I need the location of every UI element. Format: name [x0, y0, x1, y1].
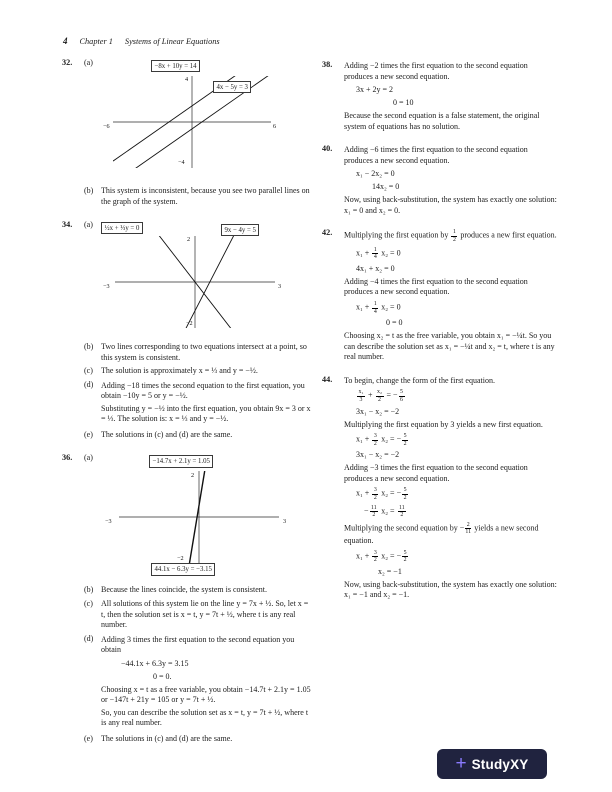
problem-44	[322, 375, 558, 603]
part-b-label: (b)	[84, 342, 94, 352]
problem-36	[62, 453, 314, 747]
equation-label-1: −8x + 10y = 14	[151, 60, 200, 72]
solution-text: So, you can describe the solution set as x = t, y = 7t + ½, where t is any real number.	[101, 707, 309, 728]
solution-text: Adding 3 times the first equation to the second equation you obtain	[101, 634, 295, 655]
math-chunk: x₂ =	[379, 505, 397, 515]
math-chunk: x₂ = 0	[379, 302, 401, 312]
fraction	[370, 505, 379, 519]
math-chunk: x₁ +	[356, 488, 372, 498]
part-b-label: (b)	[84, 186, 94, 195]
fraction	[372, 247, 378, 261]
equation-line	[356, 247, 558, 261]
fraction	[372, 487, 378, 501]
fraction-numerator: x₁	[358, 389, 364, 396]
equation-label-1: ½x + ⅓y = 0	[101, 222, 143, 234]
part-c-label: (c)	[84, 366, 93, 376]
solution-text: Because the lines coincide, the system is consistent.	[101, 585, 267, 595]
part-c-label: (c)	[84, 599, 93, 609]
fraction-denominator: 2	[373, 440, 377, 447]
math-chunk: +	[366, 390, 375, 400]
equation-line	[356, 550, 558, 564]
math-chunk: x₁ +	[356, 302, 372, 312]
problem-44-number: 44.	[322, 374, 333, 384]
math-chunk: x₂ = −	[379, 488, 402, 498]
fraction	[402, 487, 408, 501]
math-chunk: x₁ +	[356, 550, 372, 560]
part-d-label: (d)	[84, 379, 94, 389]
math-chunk: x₂ = 0	[379, 247, 401, 257]
problem-38	[322, 60, 558, 134]
tick-left: −3	[103, 283, 110, 291]
problem-36-part-e	[84, 734, 314, 745]
solution-text: Two lines corresponding to two equations intersect at a point, so this system is consistent.	[101, 342, 307, 362]
text-chunk: Multiplying the second equation by −	[344, 523, 465, 533]
problem-40-number: 40.	[322, 144, 333, 154]
equation-line: 3x + 2y = 2	[356, 85, 394, 95]
fraction-numerator: 5	[403, 433, 407, 440]
solution-text: Adding −2 times the first equation to the second equation produces a new second equation.	[344, 61, 528, 81]
graph-32	[101, 60, 287, 178]
graph-34-plot	[115, 236, 275, 328]
problem-34	[62, 220, 314, 443]
math-chunk: x₂ = −	[379, 550, 402, 560]
problem-40	[322, 144, 558, 218]
graph-36	[101, 455, 301, 577]
problem-34-part-d	[84, 380, 314, 427]
solution-text: Adding −3 times the first equation to the second equation produces a new second equation.	[344, 463, 528, 483]
tick-right: 3	[283, 518, 287, 526]
text-chunk: yields a new second equation.	[344, 523, 539, 546]
fraction-denominator: 3	[359, 396, 363, 403]
equation-line: 4x₁ + x₂ = 0	[356, 263, 395, 273]
tick-bottom: −2	[186, 320, 193, 328]
fraction-numerator: 1	[373, 300, 377, 307]
fraction	[372, 550, 378, 564]
equation-line	[364, 505, 558, 519]
solution-text: To begin, change the form of the first equation.	[344, 375, 495, 385]
fraction	[451, 229, 457, 243]
equation-line: x₂ = −1	[378, 566, 402, 576]
equation-line	[356, 301, 558, 315]
page-number: 4	[63, 36, 68, 46]
solution-text	[344, 522, 558, 547]
problem-36-part-d	[84, 634, 314, 731]
fraction-denominator: 4	[373, 254, 377, 261]
chapter-title: Systems of Linear Equations	[124, 37, 220, 46]
problem-32-number: 32.	[62, 58, 73, 67]
solution-text	[344, 229, 558, 243]
part-e-label: (e)	[84, 733, 93, 743]
fraction-numerator: 3	[373, 433, 377, 440]
fraction-numerator: 5	[403, 549, 407, 556]
problem-34-part-e	[84, 430, 314, 441]
tick-left: −3	[105, 518, 112, 526]
part-a-label: (a)	[84, 453, 93, 463]
solution-text: Now, using back-substitution, the system has exactly one solution: x₁ = −1 and x₂ = −1.	[344, 579, 557, 600]
problem-34-number: 34.	[62, 220, 73, 230]
fraction-numerator: 1	[452, 229, 456, 236]
fraction	[465, 522, 471, 536]
tick-top: 2	[191, 472, 195, 480]
part-a-label: (a)	[84, 220, 93, 230]
equation-line: x₁ − 2x₂ = 0	[356, 169, 395, 179]
problem-36-number: 36.	[62, 453, 73, 463]
solution-text: Now, using back-substitution, the system has exactly one solution: x₁ = 0 and x₂ = 0.	[344, 195, 557, 215]
tick-top: 2	[187, 236, 191, 244]
fraction-numerator: x₂	[377, 389, 383, 396]
equation-label-2: 44.1x − 6.3y = −3.15	[151, 563, 215, 575]
right-column	[322, 60, 558, 613]
equation-label-2: 9x − 4y = 5	[221, 224, 259, 236]
fraction-numerator: 3	[373, 549, 377, 556]
part-d-label: (d)	[84, 633, 94, 643]
fraction-denominator: 6	[400, 396, 403, 403]
fraction-numerator: 11	[399, 504, 405, 511]
solution-text: This system is inconsistent, because you see two parallel lines on the graph of the system.	[101, 186, 310, 206]
fraction-denominator: 2	[403, 440, 407, 447]
fraction-denominator: 2	[373, 557, 377, 564]
math-chunk: = −	[384, 390, 398, 400]
fraction	[402, 550, 408, 564]
fraction-numerator: 2	[466, 521, 470, 528]
fraction-numerator: 1	[373, 246, 377, 253]
solution-text: All solutions of this system lie on the line y = 7x + ½. So, let x = t, then the solution set is x = t, y = 7t + ½, where t is any real number.	[101, 599, 309, 630]
problem-34-part-c	[84, 366, 314, 377]
tick-right: 3	[278, 283, 282, 291]
equation-label-1: −14.7x + 2.1y = 1.05	[149, 455, 213, 467]
part-b-label: (b)	[84, 585, 94, 595]
fraction	[372, 301, 378, 315]
chapter-label: Chapter 1	[79, 37, 113, 46]
solution-text: The solutions in (c) and (d) are the same.	[101, 429, 233, 439]
fraction-numerator: 3	[373, 487, 377, 494]
math-chunk: x₁ +	[356, 247, 372, 257]
graph-36-plot	[119, 471, 279, 563]
problem-32	[62, 58, 314, 210]
equation-line	[356, 487, 558, 501]
equation-line	[356, 389, 558, 403]
problem-34-part-b	[84, 342, 314, 363]
problem-36-part-c	[84, 599, 314, 631]
tick-bottom: −4	[178, 159, 185, 166]
fraction-denominator: 4	[373, 308, 377, 315]
solution-text: Adding −6 times the first equation to the second equation produces a new second equation.	[344, 145, 528, 165]
left-column	[62, 58, 314, 757]
math-chunk: x₁ +	[356, 434, 372, 444]
solution-text: Choosing x = t as a free variable, you obtain −14.7t + 2.1y = 1.05 or −147t + 21y = 105 or y = 7t + ½.	[101, 684, 311, 705]
fraction-denominator: 11	[465, 529, 472, 536]
tick-bottom: −2	[177, 555, 184, 563]
text-chunk: Multiplying the first equation by	[344, 230, 451, 240]
fraction-denominator: 2	[403, 557, 407, 564]
fraction-numerator: 5	[403, 487, 407, 494]
fraction-denominator: 2	[452, 236, 456, 243]
equation-line: −44.1x + 6.3y = 3.15	[121, 658, 189, 668]
page-header	[63, 36, 220, 46]
tick-top: 4	[185, 76, 189, 83]
solution-text: The solution is approximately x = ⅓ and y = −½.	[101, 366, 258, 376]
fraction-denominator: 2	[378, 396, 381, 403]
studyxy-logo	[437, 749, 547, 779]
equation-line: 14x₂ = 0	[372, 182, 400, 192]
fraction-denominator: 2	[403, 495, 407, 501]
solution-text: Multiplying the first equation by 3 yields a new first equation.	[344, 419, 543, 429]
equation-line: 0 = 10	[393, 98, 414, 108]
tick-left: −6	[103, 123, 110, 130]
fraction	[398, 505, 407, 519]
plus-icon: +	[455, 752, 467, 774]
fraction	[402, 433, 408, 447]
fraction	[399, 389, 405, 403]
equation-line: 3x₁ − x₂ = −2	[356, 406, 400, 416]
fraction	[376, 389, 384, 403]
solution-text: Substituting y = −½ into the first equation, you obtain 9x = 3 or x = ⅓. The solution is: x = ⅓ and y = −½.	[101, 403, 311, 424]
fraction-denominator: 2	[400, 512, 404, 519]
text-chunk: produces a new first equation.	[458, 230, 557, 240]
solution-text: Adding −18 times the second equation to the first equation, you obtain −10y = 5 or y = −½.	[101, 380, 305, 401]
tick-right: 6	[273, 123, 277, 130]
equation-label-2: 4x − 5y = 3	[213, 81, 251, 93]
fraction-numerator: 5	[400, 389, 403, 396]
solution-text: Adding −4 times the first equation to the second equation produces a new second equation.	[344, 276, 528, 297]
fraction-denominator: 2	[373, 495, 377, 501]
part-e-label: (e)	[84, 429, 93, 439]
problem-34-part-a	[84, 220, 314, 339]
equation-line: 0 = 0	[386, 318, 403, 328]
problem-42	[322, 228, 558, 364]
solution-text: Choosing x₂ = t as the free variable, you obtain x₁ = −¼t. So you can describe the solution set as x₁ = −¼t and x₂ = t, where t is any real number.	[344, 331, 555, 362]
fraction	[357, 389, 365, 403]
fraction-denominator: 2	[372, 512, 376, 519]
problem-32-part-b	[84, 186, 314, 207]
problem-32-part-a	[84, 58, 314, 183]
math-chunk: x₂ = −	[379, 434, 402, 444]
math-chunk: −	[364, 505, 369, 515]
solution-text: Because the second equation is a false statement, the original system of equations has no solution.	[344, 111, 540, 131]
equation-line: 0 = 0.	[153, 671, 172, 681]
solution-text: The solutions in (c) and (d) are the same.	[101, 733, 233, 743]
problem-42-number: 42.	[322, 228, 333, 238]
graph-34	[101, 222, 291, 334]
problem-38-number: 38.	[322, 60, 333, 69]
logo-text: StudyXY	[471, 756, 529, 772]
fraction-numerator: 11	[371, 504, 377, 511]
equation-line: 3x₁ − x₂ = −2	[356, 450, 400, 460]
problem-36-part-a	[84, 453, 314, 582]
problem-36-part-b	[84, 585, 314, 596]
part-a-label: (a)	[84, 58, 93, 67]
equation-line	[356, 433, 558, 447]
fraction	[372, 433, 378, 447]
